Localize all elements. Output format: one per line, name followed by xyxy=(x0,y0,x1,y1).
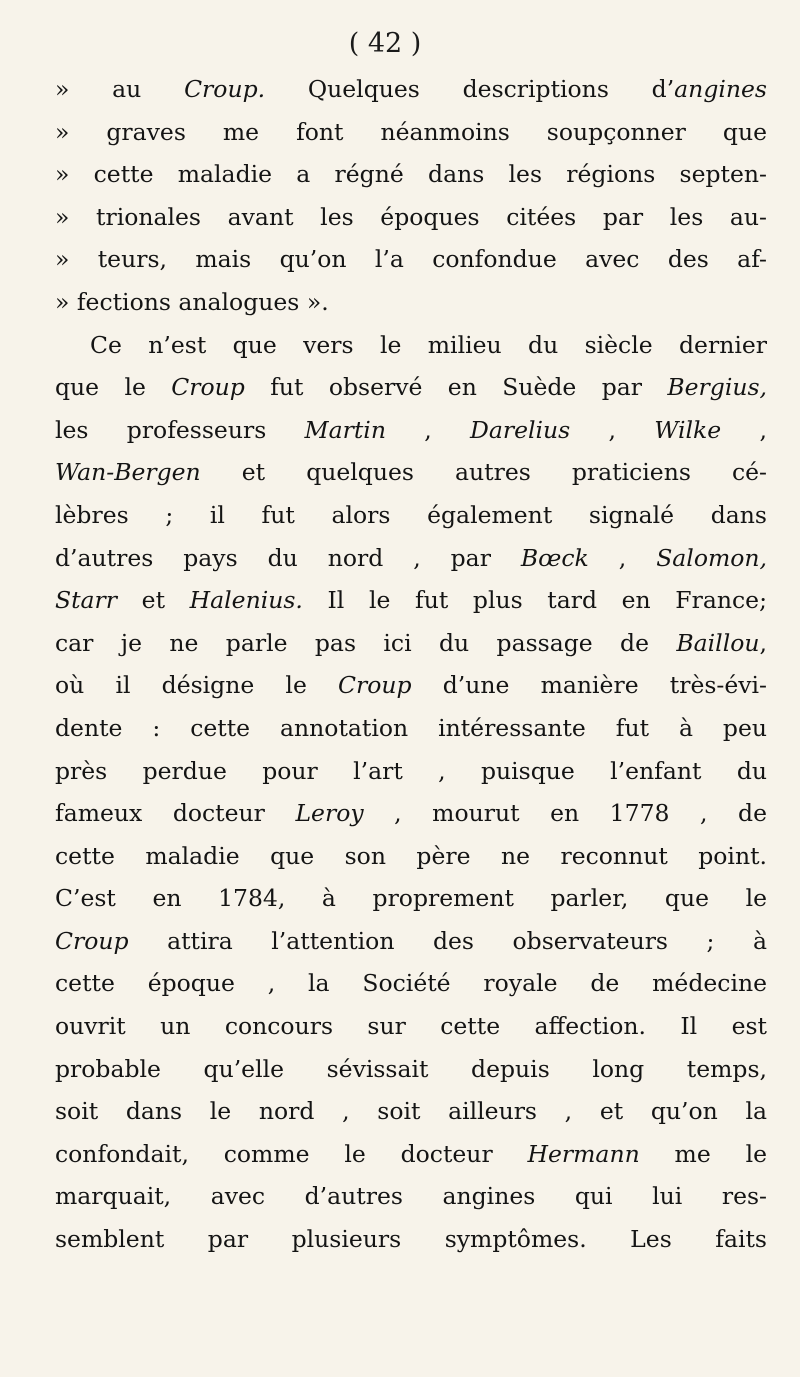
text-line: dente : cette annotation intéressante fut à peu xyxy=(55,713,767,742)
text-line: soit dans le nord , soit ailleurs , et qu’on la xyxy=(55,1097,767,1126)
text-line: d’autres pays du nord , par Bœck , Salomon, xyxy=(55,543,767,572)
text-line: » trionales avant les époques citées par les au- xyxy=(55,202,767,231)
text-line: Croup attira l’attention des observateurs ; à xyxy=(55,926,767,955)
text-line: où il désigne le Croup d’une manière très-évi- xyxy=(55,671,767,700)
text-line: Wan-Bergen et quelques autres praticiens cé- xyxy=(55,458,767,487)
text-line: fameux docteur Leroy , mourut en 1778 , de xyxy=(55,799,767,828)
text-line: près perdue pour l’art , puisque l’enfant du xyxy=(55,756,767,785)
text-line: » au Croup. Quelques descriptions d’angines xyxy=(55,75,767,103)
text-line: » fections analogues ». xyxy=(55,287,329,316)
text-line: semblent par plusieurs symptômes. Les faits xyxy=(55,1225,767,1254)
text-line: probable qu’elle sévissait depuis long temps, xyxy=(55,1054,767,1083)
body-text xyxy=(55,68,767,1261)
text-line: Ce n’est que vers le milieu du siècle dernier xyxy=(90,330,767,359)
text-line: Starr et Halenius. Il le fut plus tard en France; xyxy=(55,586,767,615)
text-line: » cette maladie a régné dans les régions septen- xyxy=(55,160,767,189)
text-line: cette époque , la Société royale de médecine xyxy=(55,969,767,998)
text-line: cette maladie que son père ne reconnut point. xyxy=(55,841,767,870)
text-line: car je ne parle pas ici du passage de Baillou, xyxy=(55,628,767,657)
text-line: » teurs, mais qu’on l’a confondue avec des af- xyxy=(55,245,767,274)
text-line: confondait, comme le docteur Hermann me le xyxy=(55,1139,767,1168)
text-line: les professeurs Martin , Darelius , Wilke , xyxy=(55,415,767,444)
text-line: lèbres ; il fut alors également signalé dans xyxy=(55,500,767,529)
text-line: marquait, avec d’autres angines qui lui res- xyxy=(55,1182,767,1211)
text-line: C’est en 1784, à proprement parler, que le xyxy=(55,884,767,913)
page-number: ( 42 ) xyxy=(348,28,422,59)
text-line: ouvrit un concours sur cette affection. Il est xyxy=(55,1012,767,1041)
text-line: » graves me font néanmoins soupçonner que xyxy=(55,117,767,146)
text-line: que le Croup fut observé en Suède par Bergius, xyxy=(55,373,767,402)
